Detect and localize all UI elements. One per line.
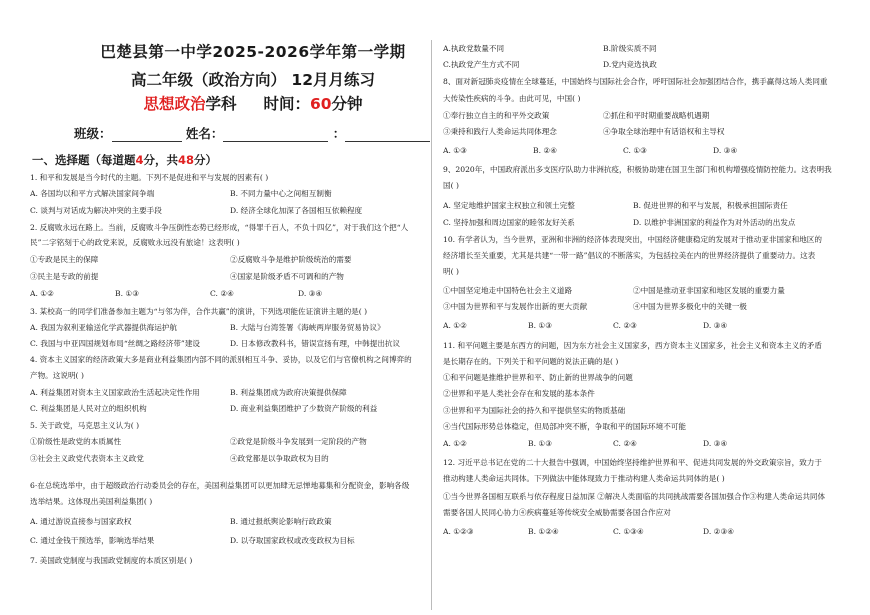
class-label: 班级： <box>74 126 112 141</box>
left-question-line: B. ①③ <box>115 289 140 298</box>
right-question-line: C. 坚持加强和周边国家的睦邻友好关系 <box>443 218 575 227</box>
left-question-line: A. 通过游说直接参与国家政权 <box>30 517 132 526</box>
left-question-line: 6·在总统选举中，由于超级政治行动委员会的存在，美国利益集团可以更加肆无忌惮地募集和分配资金，影响各级 <box>30 481 410 490</box>
right-question-line: 11. 和平问题主要是东西方的问题，因为东方社会主义国家多，西方资本主义国家多，社会主义和资本主义的矛盾 <box>443 341 822 350</box>
right-question-line: A. ①② <box>443 321 467 330</box>
left-question-line: ②政党是阶级斗争发展到一定阶段的产物 <box>230 437 367 446</box>
left-question-line: A. 我国为叙利亚输送化学武器提供海运护航 <box>30 323 177 332</box>
left-question-line: ④政党都是以争取政权为目的 <box>230 454 329 463</box>
score-total: 48 <box>178 153 195 167</box>
left-question-line: 7. 美国政党制度与我国政党制度的本质区别是( ) <box>30 556 193 565</box>
left-question-line: ①专政是民主的保障 <box>30 255 99 264</box>
left-question-line: 2. 反腐败永远在路上。当前，反腐败斗争压倒性态势已经形成，“得罪千百人，不负十四亿”，对于我们这个把“人 <box>30 223 409 232</box>
right-question-line: A. ①② <box>443 439 467 448</box>
left-question-line: 5. 关于政党，马克思主义认为( ) <box>30 421 140 430</box>
left-question-line: ③社会主义政党代表资本主义政党 <box>30 454 144 463</box>
extra-field[interactable] <box>345 127 430 142</box>
right-question-line: 9、2020年，中国政府派出多支医疗队助力非洲抗疫，积极协助建在国卫生部门和机构增强疫情防控能力。这表明我 <box>443 165 832 174</box>
column-divider <box>431 40 432 610</box>
left-question-line: B. 通过报纸舆论影响行政政策 <box>230 517 332 526</box>
right-column <box>443 0 848 615</box>
section-prefix: 一、选择题（每道题 <box>32 153 136 167</box>
right-question-line: ②中国是推动亚非国家和地区发展的重要力量 <box>633 286 785 295</box>
left-question-line: B. 利益集团成为政府决策提供保障 <box>230 388 347 397</box>
left-question-line: C. 谈判与对话成为解决冲突的主要手段 <box>30 206 162 215</box>
right-question-line: ④当代国际形势总体稳定，但局部冲突不断，争取和平的国际环境不可能 <box>443 422 686 431</box>
left-question-line: ①阶级性是政党的本质属性 <box>30 437 122 446</box>
left-question-line: D. 商业利益集团维护了少数资产阶级的利益 <box>230 404 378 413</box>
time-unit: 分钟 <box>331 95 363 113</box>
colon-label: ： <box>332 126 346 141</box>
right-question-line: B. 促进世界的和平与发展，积极承担国际责任 <box>633 201 788 210</box>
left-question-line: 民”二字铭刻于心的政党来说，反腐败永远没有旅途！这表明( ) <box>30 238 240 247</box>
right-question-line: D. ③④ <box>713 146 738 155</box>
right-question-line: ④争取全球治理中有话语权和主导权 <box>603 127 725 136</box>
left-question-line: C. 利益集团是人民对立的组织机构 <box>30 404 147 413</box>
left-question-line: 选举结果。这体现出美国利益集团( ) <box>30 497 153 506</box>
right-question-line: C. ②③ <box>613 321 637 330</box>
right-question-line: 推动构建人类命运共同体。下列做法中能体现致力于推动构建人类命运共同体的是( ) <box>443 474 725 483</box>
right-question-line: ②抓住和平时期重要战略机遇期 <box>603 111 710 120</box>
left-question-line: ④国家是阶级矛盾不可调和的产物 <box>230 272 344 281</box>
left-question-line: C. 我国与中亚四国规划布局“丝绸之路经济带”建设 <box>30 339 201 348</box>
right-question-line: A. 坚定地维护国家主权独立和领土完整 <box>443 201 575 210</box>
right-question-line: D. ②③④ <box>703 527 735 536</box>
exam-title-school: 巴楚县第一中学2025-2026学年第一学期 <box>100 43 406 61</box>
section-suffix: 分） <box>194 153 218 167</box>
section-heading <box>32 152 217 168</box>
score-each: 4 <box>135 153 144 167</box>
exam-title-grade: 高二年级（政治方向） 12月月练习 <box>131 71 375 89</box>
right-question-line: D.党内竞选执政 <box>603 60 657 69</box>
name-label: 姓名： <box>185 126 224 141</box>
right-question-line: C. ②④ <box>613 439 637 448</box>
left-question-line: 3. 某校高一的同学们准备参加主题为“与邻为伴，合作共赢”的演讲，下列选项能佐证演讲主题的是( ) <box>30 307 368 316</box>
right-question-line: ③中国为世界和平与发展作出新的更大贡献 <box>443 302 588 311</box>
left-question-line: D. 以夺取国家政权或改变政权为目标 <box>230 536 355 545</box>
right-question-line: ④中国为世界多极化中的关键一极 <box>633 302 747 311</box>
exam-title-subject <box>88 92 418 114</box>
right-question-line: ①当今世界各国相互联系与依存程度日益加深 ②解决人类面临的共同挑战需要各国加强合作③构建人类命运共同体 <box>443 492 826 501</box>
left-question-line: D. 经济全球化加深了各国相互依赖程度 <box>230 206 363 215</box>
right-question-line: A. ①③ <box>443 146 467 155</box>
left-question-line: D. ③④ <box>298 289 323 298</box>
time-label: 时间： <box>263 95 310 113</box>
right-question-line: 8、面对新冠肺炎疫情在全球蔓延，中国始终与国际社会合作，呼吁国际社会加强团结合作，携手赢得这场人类同重 <box>443 77 828 86</box>
subject-name: 思想政治 <box>143 95 206 113</box>
right-question-line: A.执政党数量不同 <box>443 44 505 53</box>
right-question-line: 国( ) <box>443 181 459 190</box>
right-question-line: D. ③④ <box>703 321 728 330</box>
left-question-line: B. 大陆与台湾签署《海峡两岸服务贸易协议》 <box>230 323 385 332</box>
right-question-line: C.执政党产生方式不同 <box>443 60 520 69</box>
left-question-line: C. 通过金钱干预选举，影响选举结果 <box>30 536 155 545</box>
left-question-line: ③民主是专政的前提 <box>30 272 99 281</box>
section-middle: 分，共 <box>143 153 179 167</box>
right-question-line: ①奉行独立自主的和平外交政策 <box>443 111 550 120</box>
right-question-line: B. ①②④ <box>528 527 559 536</box>
right-question-line: 经济增长至关重要，尤其是共建“一带一路”倡议的不断落实，为包括拉美在内的世界经济提供了重要动力。这表 <box>443 251 816 260</box>
subject-suffix: 学科 <box>205 95 237 113</box>
time-value: 60 <box>309 95 332 113</box>
left-question-line: D. 日本修改教科书，错误宣扬有理，中韩提出抗议 <box>230 339 401 348</box>
right-question-line: B. ②④ <box>533 146 558 155</box>
right-question-line: 需要各国人民同心协力④疾病蔓延等传统安全威胁需要各国合作应对 <box>443 508 671 517</box>
right-question-line: B.阶级实质不同 <box>603 44 657 53</box>
right-question-line: 12. 习近平总书记在党的二十大报告中强调，中国始终坚持维护世界和平、促进共同发展的外交政策宗旨，致力于 <box>443 458 822 467</box>
left-column <box>30 0 430 615</box>
left-question-line: A. 各国均以和平方式解决国家间争端 <box>30 189 155 198</box>
right-question-line: 明( ) <box>443 267 459 276</box>
left-question-line: A. 利益集团对资本主义国家政治生活起决定性作用 <box>30 388 200 397</box>
right-question-line: D. ③④ <box>703 439 728 448</box>
student-info <box>74 124 430 142</box>
right-question-line: ②世界和平是人类社会存在和发展的基本条件 <box>443 389 595 398</box>
name-field[interactable] <box>223 127 328 142</box>
class-field[interactable] <box>112 127 182 142</box>
left-question-line: B. 不同力量中心之间相互制衡 <box>230 189 332 198</box>
right-question-line: C. ①③ <box>623 146 647 155</box>
right-question-line: ①和平问题是推维护世界和平、防止新的世界战争的问题 <box>443 373 633 382</box>
left-question-line: C. ②④ <box>210 289 234 298</box>
right-question-line: 10. 有学者认为，当今世界，亚洲和非洲的经济体表现突出，中国经济健康稳定的发展对于推动亚非国家和地区的 <box>443 235 822 244</box>
left-question-line: 4. 资本主义国家的经济政策大多是商业利益集团内部不同的派别相互斗争、妥协，以及它们与官僚机构之间博弈的 <box>30 355 412 364</box>
left-question-line: 1. 和平和发展是当今时代的主题。下列不是促进和平与发展的因素有( ) <box>30 173 269 182</box>
right-question-line: D. 以维护非洲国家的利益作为对外活动的出发点 <box>633 218 796 227</box>
right-question-line: B. ①③ <box>528 321 553 330</box>
right-question-line: C. ①③④ <box>613 527 644 536</box>
right-question-line: B. ①③ <box>528 439 553 448</box>
right-question-line: ③秉持和践行人类命运共同体理念 <box>443 127 557 136</box>
left-question-line: ②反腐败斗争是维护阶级统治的需要 <box>230 255 352 264</box>
right-question-line: A. ①②③ <box>443 527 474 536</box>
right-question-line: 是长期存在的。下列关于和平问题的说法正确的是( ) <box>443 357 619 366</box>
right-question-line: 大传染性疾病的斗争。由此可见，中国( ) <box>443 94 581 103</box>
left-question-line: 产物。这说明( ) <box>30 371 84 380</box>
left-question-line: A. ①② <box>30 289 54 298</box>
right-question-line: ③世界和平为国际社会的持久和平提供坚实的物质基础 <box>443 406 626 415</box>
right-question-line: ①中国坚定地走中国特色社会主义道路 <box>443 286 573 295</box>
